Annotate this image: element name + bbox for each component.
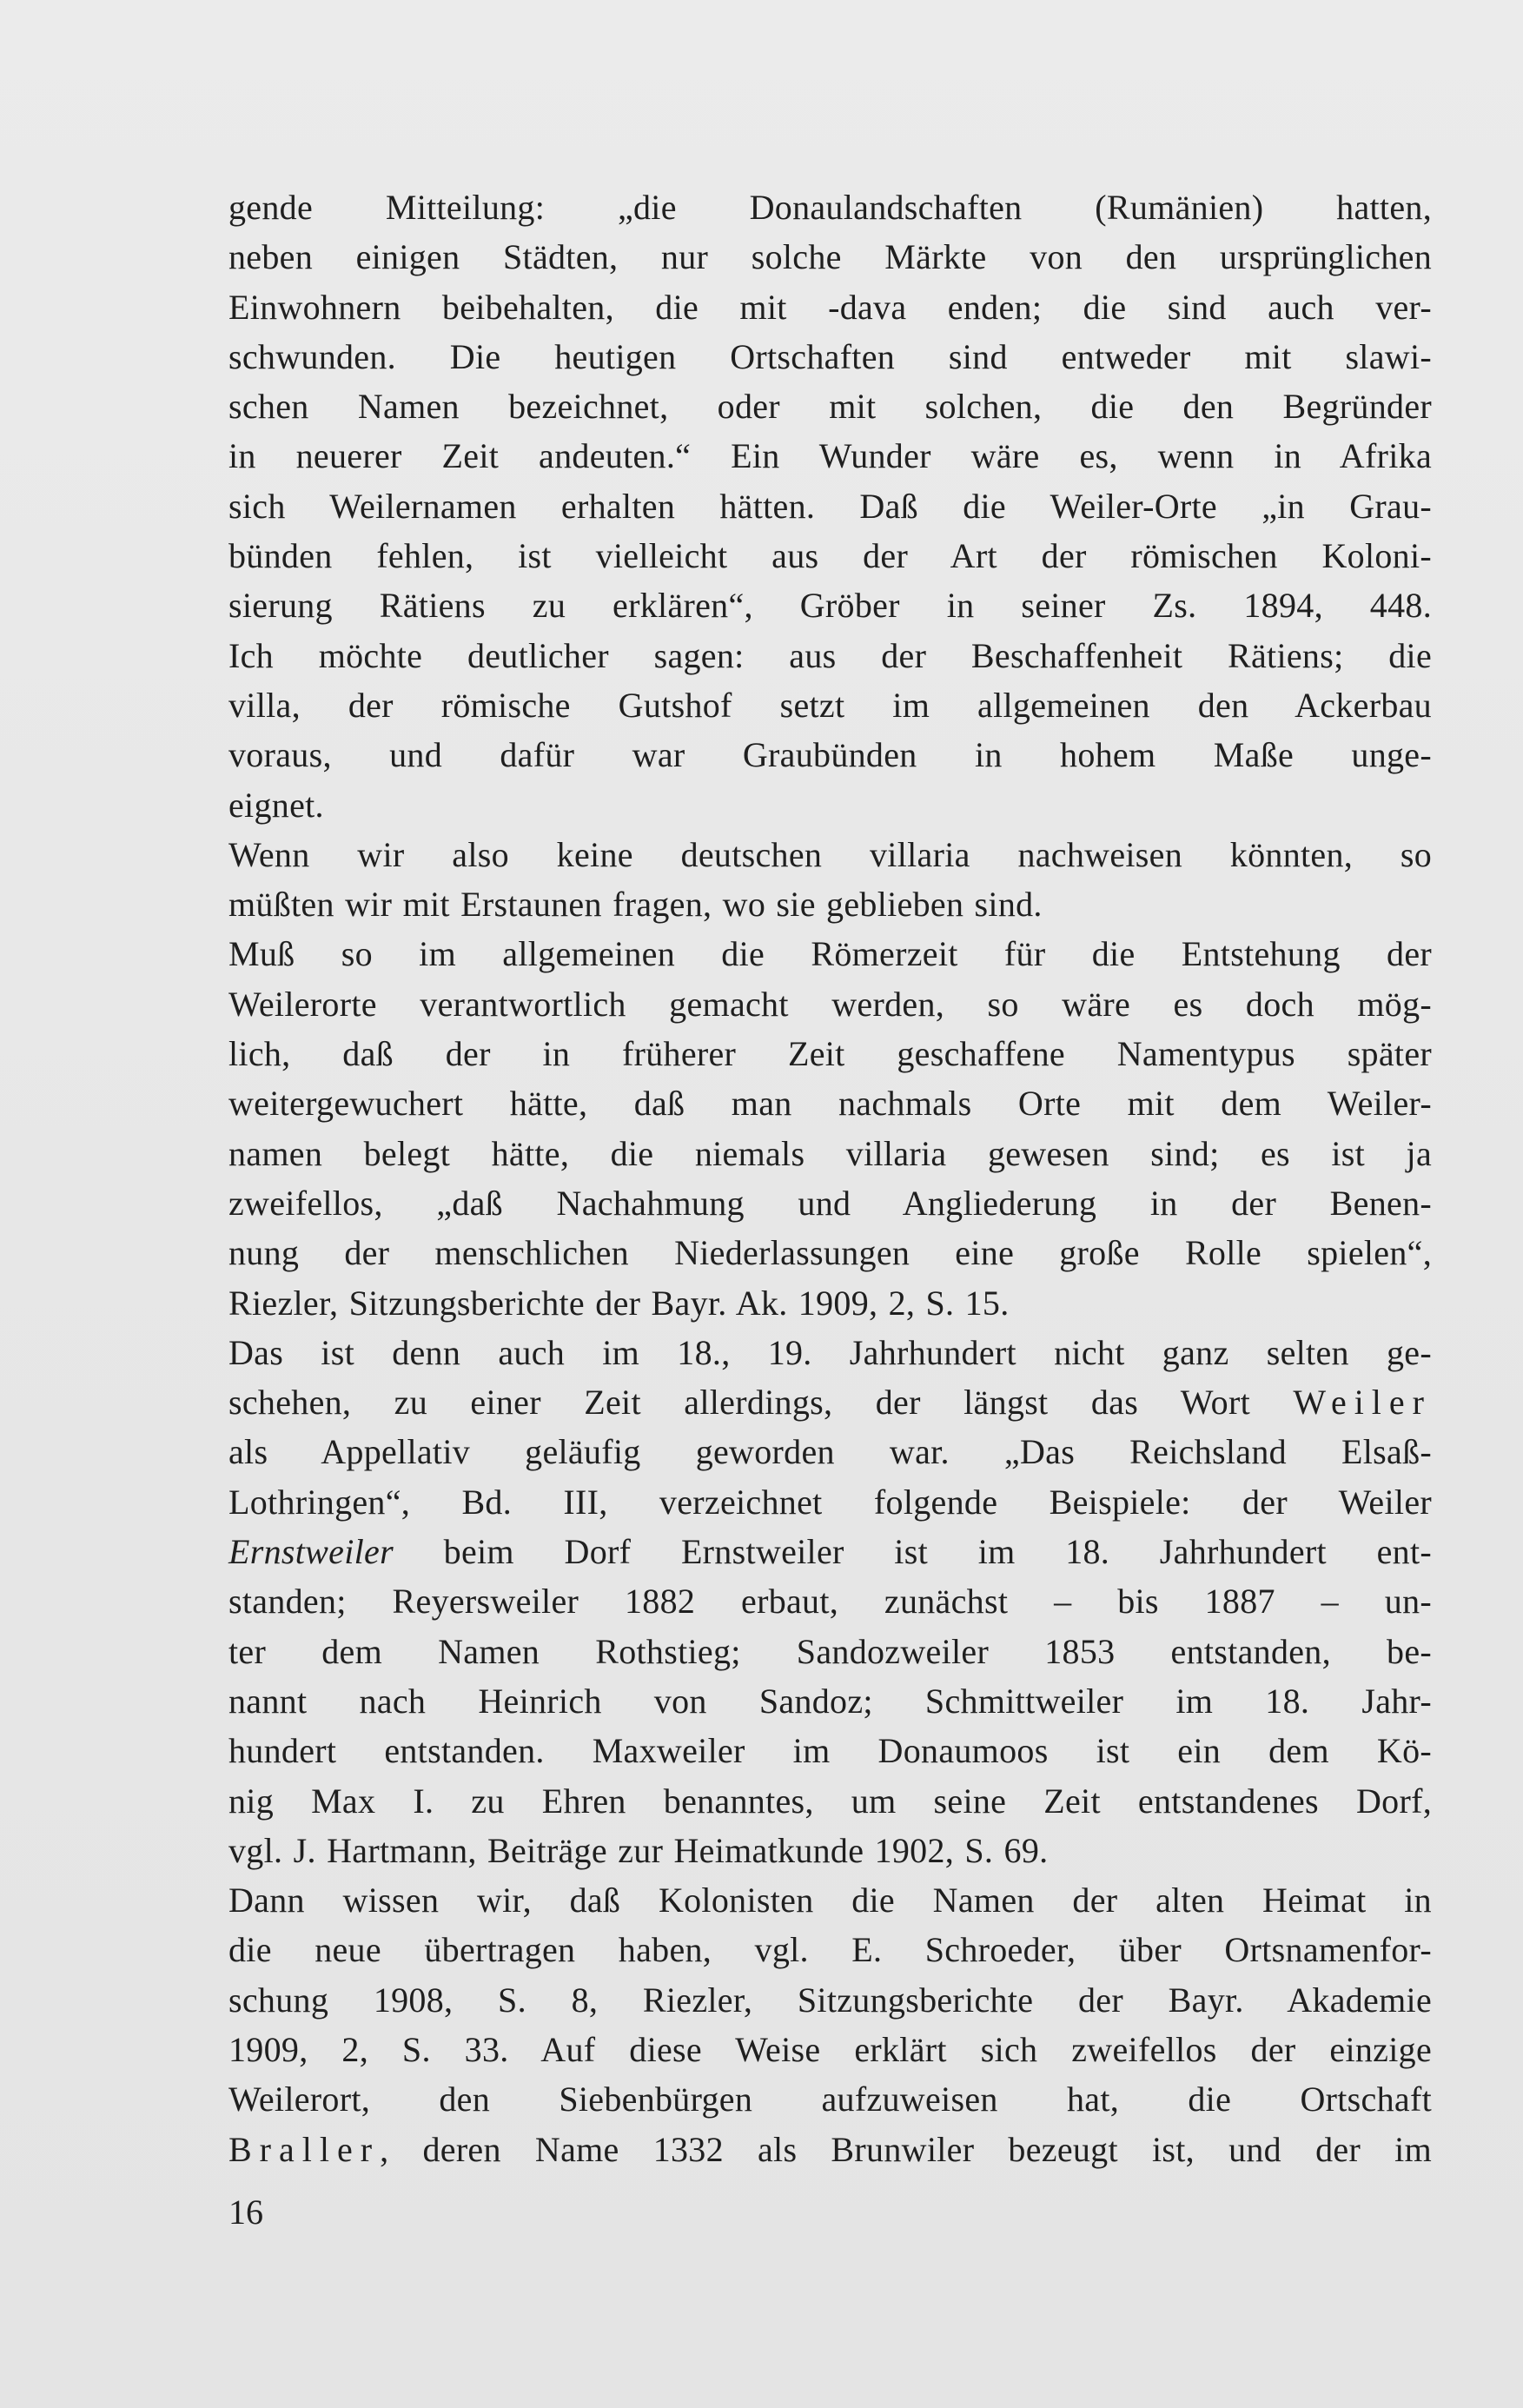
- text-line: weitergewuchert hätte, daß man nachmals Orte mit dem Weiler-: [228, 1084, 1432, 1124]
- text-line: schehen, zu einer Zeit allerdings, der längst das Wort Weiler: [228, 1383, 1432, 1423]
- text-line: lich, daß der in früherer Zeit geschaffene Namentypus später: [228, 1034, 1432, 1074]
- text-line: die neue übertragen haben, vgl. E. Schroeder, über Ortsnamenfor-: [228, 1930, 1432, 1970]
- paragraph: [228, 830, 1432, 930]
- paragraph: [228, 182, 1432, 830]
- text-line: bünden fehlen, ist vielleicht aus der Art der römischen Koloni-: [228, 536, 1432, 576]
- text-line: hundert entstanden. Maxweiler im Donaumoos ist ein dem Kö-: [228, 1731, 1432, 1771]
- text-line: Riezler, Sitzungsberichte der Bayr. Ak. 1909, 2, S. 15.: [228, 1283, 1010, 1323]
- text-line: ter dem Namen Rothstieg; Sandozweiler 1853 entstanden, be-: [228, 1631, 1432, 1671]
- paragraph: [228, 1875, 1432, 2174]
- text-line: sierung Rätiens zu erklären“, Gröber in seiner Zs. 1894, 448.: [228, 586, 1432, 626]
- page-number: 16: [228, 2192, 263, 2232]
- text-line: nung der menschlichen Niederlassungen eine große Rolle spielen“,: [228, 1233, 1432, 1273]
- text-line: Das ist denn auch im 18., 19. Jahrhundert nicht ganz selten ge-: [228, 1332, 1432, 1372]
- text-line: Weilerorte verantwortlich gemacht werden, so wäre es doch mög-: [228, 984, 1432, 1024]
- paragraph: [228, 1328, 1432, 1875]
- text-line: neben einigen Städten, nur solche Märkte von den ursprünglichen: [228, 237, 1432, 277]
- text-line: Braller, deren Name 1332 als Brunwiler bezeugt ist, und der im: [228, 2129, 1432, 2169]
- text-line: namen belegt hätte, die niemals villaria gewesen sind; es ist ja: [228, 1133, 1432, 1173]
- text-line: Dann wissen wir, daß Kolonisten die Namen der alten Heimat in: [228, 1881, 1432, 1920]
- text-line: sich Weilernamen erhalten hätten. Daß die Weiler-Orte „in Grau-: [228, 486, 1432, 526]
- spaced-emphasis: Weiler: [1293, 1383, 1432, 1423]
- text-line: 1909, 2, S. 33. Auf diese Weise erklärt sich zweifellos der einzige: [228, 2029, 1432, 2069]
- paragraph: [228, 929, 1432, 1327]
- text-line: schwunden. Die heutigen Ortschaften sind entweder mit slawi-: [228, 336, 1432, 376]
- text-line: standen; Reyersweiler 1882 erbaut, zunächst – bis 1887 – un-: [228, 1582, 1432, 1622]
- text-line: Muß so im allgemeinen die Römerzeit für die Entstehung der: [228, 934, 1432, 974]
- text-line: Lothringen“, Bd. III, verzeichnet folgende Beispiele: der Weiler: [228, 1482, 1432, 1522]
- text-line: eignet.: [228, 785, 324, 825]
- italic-emphasis: Ernstweiler: [228, 1532, 394, 1572]
- text-line: als Appellativ geläufig geworden war. „Das Reichsland Elsaß-: [228, 1432, 1432, 1472]
- text-line: nig Max I. zu Ehren benanntes, um seine Zeit entstandenes Dorf,: [228, 1781, 1432, 1821]
- text-line: gende Mitteilung: „die Donaulandschaften (Rumänien) hatten,: [228, 188, 1432, 227]
- text-line: zweifellos, „daß Nachahmung und Angliederung in der Benen-: [228, 1183, 1432, 1223]
- text-line: in neuerer Zeit andeuten.“ Ein Wunder wäre es, wenn in Afrika: [228, 436, 1432, 476]
- text-line: villa, der römische Gutshof setzt im allgemeinen den Ackerbau: [228, 685, 1432, 725]
- text-line: müßten wir mit Erstaunen fragen, wo sie geblieben sind.: [228, 885, 1043, 925]
- text-line: schen Namen bezeichnet, oder mit solchen, die den Begründer: [228, 387, 1432, 427]
- text-line: Einwohnern beibehalten, die mit -dava enden; die sind auch ver-: [228, 287, 1432, 327]
- text-line: Wenn wir also keine deutschen villaria nachweisen könnten, so: [228, 834, 1432, 874]
- text-line: vgl. J. Hartmann, Beiträge zur Heimatkunde 1902, S. 69.: [228, 1830, 1049, 1870]
- text-line: Ich möchte deutlicher sagen: aus der Beschaffenheit Rätiens; die: [228, 635, 1432, 675]
- body-text: [228, 182, 1432, 2174]
- text-line: Weilerort, den Siebenbürgen aufzuweisen hat, die Ortschaft: [228, 2080, 1432, 2119]
- text-line: nannt nach Heinrich von Sandoz; Schmittweiler im 18. Jahr-: [228, 1681, 1432, 1721]
- text-line: Ernstweiler beim Dorf Ernstweiler ist im 18. Jahrhundert ent-: [228, 1532, 1432, 1572]
- spaced-emphasis: Braller: [228, 2129, 381, 2169]
- text-line: voraus, und dafür war Graubünden in hohem Maße unge-: [228, 735, 1432, 775]
- text-line: schung 1908, S. 8, Riezler, Sitzungsberichte der Bayr. Akademie: [228, 1980, 1432, 2020]
